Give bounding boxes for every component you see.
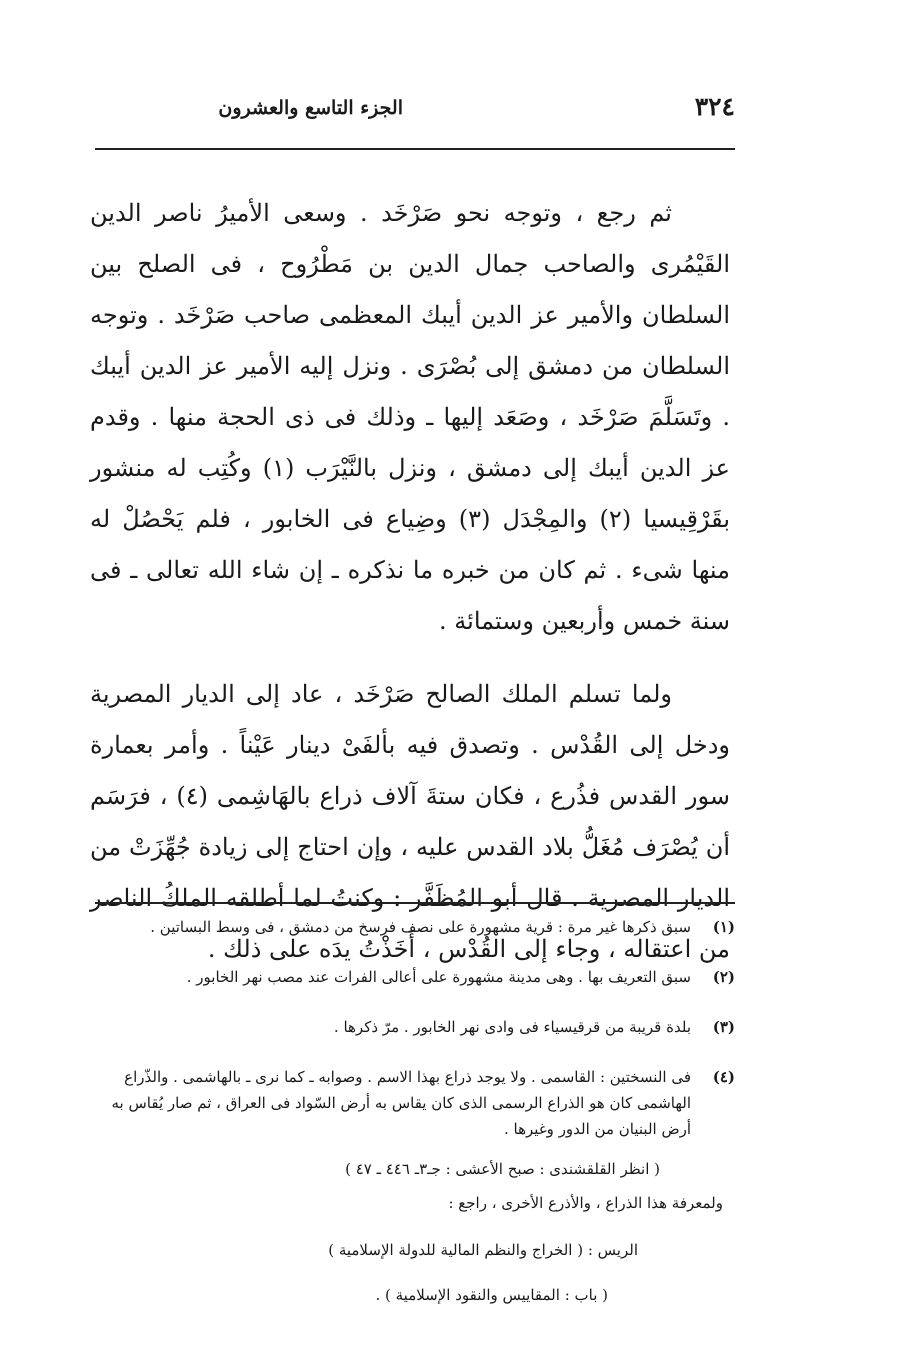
paragraph: ولما تسلم الملك الصالح صَرْخَد ، عاد إلى الديار المصرية ودخل إلى القُدْس . وتصدق فيه بألفَىْ دينار عَيْناً . وأمر بعمارة سور القدس فذُرع ، فكان ستةَ آلاف ذراع بالهَاشِمى (٤) ، فرَسَم أن يُصْرَف مُغَلُّ بلاد القدس عليه ، وإن احتاج إلى زيادة جُهِّزَتْ من الديار المصرية . قال أبو المُظَفَّر : وكنتُ لما أطلقه الملكُ الناصر من اعتقاله ، وجاء إلى القُدْس ، أَخَذْتُ يدَه على ذلك .	[90, 680, 730, 963]
footnote-text: بلدة قريبة من قرقيسياء فى وادى نهر الخابور . مرّ ذكرها .	[333, 1018, 691, 1036]
footnote-number: (٤)	[712, 1068, 735, 1086]
footnote-2	[90, 964, 735, 990]
footnote-text: فى النسختين : القاسمى . ولا يوجد ذراع بهذا الاسم . وصوابه ـ كما نرى ـ بالهاشمى . والذّراع الهاشمى كان هو الذراع الرسمى الذى كان يقاس به أرض السّواد فى العراق ، ثم صار يُقاس به أرض البنيان من الدور وغيرها .	[111, 1068, 691, 1138]
page-header	[95, 92, 735, 136]
reference-line: ولمعرفة هذا الذراع ، والأذرع الأخرى ، راجع :	[448, 1194, 723, 1212]
paragraph: ثم رجع ، وتوجه نحو صَرْخَد . وسعى الأميرُ ناصر الدين القَيْمُرى والصاحب جمال الدين بن مَطْرُوح ، فى الصلح بين السلطان والأمير عز الدين أيبك المعظمى صاحب صَرْخَد . وتوجه السلطان من دمشق إلى بُصْرَى . ونزل إليه الأمير عز الدين أيبك . وتَسَلَّمَ صَرْخَد ، وصَعَد إليها ـ وذلك فى ذى الحجة منها . وقدم عز الدين أيبك إلى دمشق ، ونزل بالنَّيْرَب (١) وكُتِب له منشور بقَرْقِيسيا (٢) والمِجْدَل (٣) وضِياع فى الخابور ، فلم يَحْصُلْ له منها شىء . ثم كان من خبره ما نذكره ـ إن شاء الله تعالى ـ فى سنة خمس وأربعين وستمائة .	[90, 199, 731, 635]
page-number: ٣٢٤	[694, 92, 735, 121]
footnotes	[90, 914, 735, 1166]
main-text	[90, 188, 730, 975]
footnote-number: (٢)	[712, 968, 735, 986]
footnote-divider	[95, 902, 735, 904]
footnote-3	[90, 1014, 735, 1040]
footnote-text: سبق التعريف بها . وهى مدينة مشهورة على أعالى الفرات عند مصب نهر الخابور .	[186, 968, 691, 986]
reference-line: الريس : ( الخراج والنظم المالية للدولة الإسلامية )	[328, 1241, 638, 1259]
header-divider	[95, 148, 735, 150]
footnote-4	[90, 1064, 735, 1142]
footnote-number: (٣)	[712, 1018, 735, 1036]
reference-line: ( انظر القلقشندى : صبح الأعشى : جـ٣ـ ٤٤٦ ـ ٤٧ )	[345, 1160, 660, 1178]
footnote-number: (١)	[712, 918, 735, 936]
footnote-1	[90, 914, 735, 940]
footnote-text: سبق ذكرها غير مرة : قرية مشهورة على نصف فرسخ من دمشق ، فى وسط البساتين .	[150, 918, 691, 936]
reference-line: ( باب : المقاييس والنقود الإسلامية ) .	[375, 1286, 608, 1304]
running-head: الجزء التاسع والعشرون	[218, 97, 403, 119]
